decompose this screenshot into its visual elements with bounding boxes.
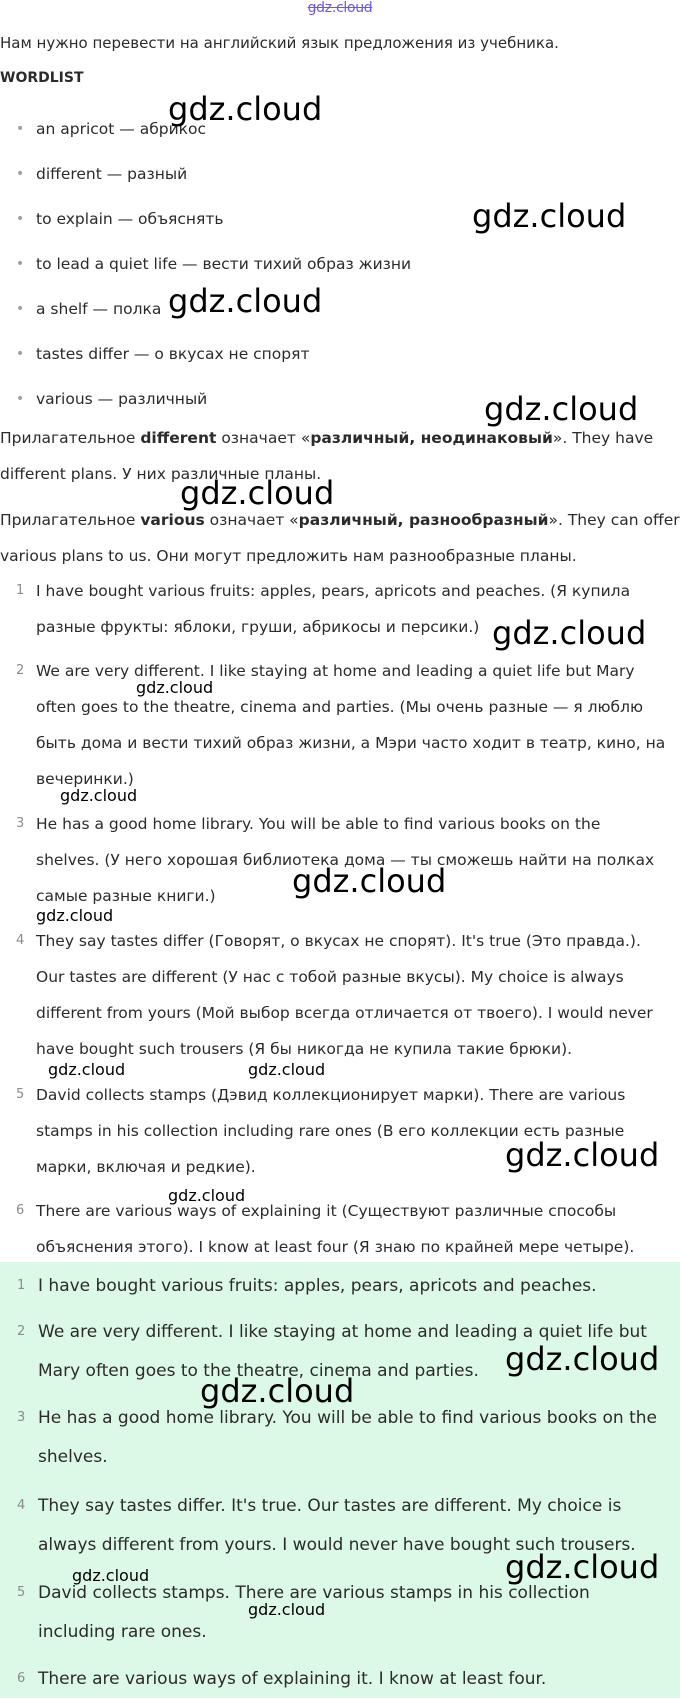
answer-line: We are very different. I like staying at home and leading a quiet life but [38, 1322, 647, 1342]
bullet-icon: • [16, 166, 25, 182]
watermark: gdz.cloud [168, 90, 323, 128]
explanation-line: David collects stamps (Дэвид коллекционирует марки). There are various [36, 1086, 626, 1104]
explanation-line: stamps in his collection including rare ones (В его коллекции есть разные [36, 1122, 625, 1140]
answer-line: I have bought various fruits: apples, pears, apricots and peaches. [38, 1276, 597, 1296]
answer-line: David collects stamps. There are various stamps in his collection [38, 1583, 590, 1603]
bullet-icon: • [16, 256, 25, 272]
answer-line: including rare ones. [38, 1622, 207, 1642]
item-number: 3 [16, 816, 25, 831]
explanation-line: There are various ways of explaining it (Существуют различные способы [36, 1202, 617, 1220]
explanation-line: Our tastes are different (У нас с тобой разные вкусы). My choice is always [36, 968, 624, 986]
explanation-line: different from yours (Мой выбор всегда отличается от твоего). I would never [36, 1004, 653, 1022]
item-number: 4 [16, 933, 25, 948]
watermark: gdz.cloud [248, 1600, 326, 1619]
explanation-line: быть дома и вести тихий образ жизни, а Мэри часто ходит в театр, кино, на [36, 734, 666, 752]
item-number: 3 [17, 1410, 26, 1425]
solution-page: gdz.cloud Нам нужно перевести на английский язык предложения из учебника. WORDLIST • an apricot — абрикос • different — разный • to explain — объяснять • to lead a quiet life — вести тихий образ жизни • a shelf — полка • tastes differ — о вкусах не спорят • various — различный Прилагательное different означает «различный, неодинаковый». They have different plans. У них различные планы. Прилагательное various означает «различный, разнообразный». They can offer various plans to us. Они могут предложить нам разнообразные планы. 1 I have bought various fruits: apples, pears, apricots and peaches. (Я купила разные фрукты: яблоки, груши, абрикосы и персики.) 2 We are very different. I like staying at home and leading a quiet life but Mary often goes to the theatre, cinema and parties. (Мы очень разные — я люблю быть дома и вести тихий образ жизни, а Мэри часто ходит в театр, кино, на вечеринки.) 3 He has a good home library. You will be able to find various books on the shelves. (У него хорошая библиотека дома — ты сможешь найти на полках самые разные книги.) 4 They say tastes differ (Говорят, о вкусах не спорят). It's true (Это правда.). Our tastes are different (У нас с тобой разные вкусы). My choice is always different from yours (Мой выбор всегда отличается от твоего). I would never have bought such trousers (Я бы никогда не купила такие брюки). 5 David collects stamps (Дэвид коллекционирует марки). There are various stamps in his collection including rare ones (В его коллекции есть разные марки, включая и редкие). 6 There are various ways of explaining it (Существуют различные способы объяснения этого). I know at least four (Я знаю по крайней мере четыре). 1 I have bought various fruits: apples, pears, apricots and peaches. 2 We are very different. I like staying at home and leading a quiet life but Mary often goes to the theatre, cinema and parties. 3 He has a good home library. You will be able to find various books on the shelves. 4 They say tastes differ. It's true. Our tastes are different. My choice is always different from yours. I would never have bought such trousers. 5 David collects stamps. There are various stamps in his collection including rare ones. 6 There are various ways of explaining it. I know at least four. gdz.cloud gdz.cloud gdz.cloud gdz.cloud gdz.cloud gdz.cloud gdz.cloud gdz.cloud gdz.cloud gdz.cloud gdz.cloud gdz.cloud gdz.cloud gdz.cloud gdz.cloud gdz.cloud gdz.cloud gdz.cloud gdz.cloud [0, 0, 680, 1698]
explanation-line: вечеринки.) [36, 770, 134, 788]
watermark: gdz.cloud [505, 1548, 660, 1586]
watermark: gdz.cloud [484, 390, 639, 428]
watermark: gdz.cloud [505, 1340, 660, 1378]
item-number: 5 [17, 1585, 26, 1600]
note-various-line1: Прилагательное various означает «различный, разнообразный». They can offer [0, 511, 680, 529]
watermark: gdz.cloud [200, 1372, 355, 1410]
answer-line: There are various ways of explaining it. I know at least four. [38, 1669, 547, 1689]
note-various [0, 502, 680, 574]
item-number: 2 [16, 663, 25, 678]
item-number: 1 [17, 1278, 26, 1293]
intro-text: Нам нужно перевести на английский язык предложения из учебника. [0, 34, 559, 52]
item-number: 6 [16, 1203, 25, 1218]
watermark: gdz.cloud [136, 678, 214, 697]
item-number: 2 [17, 1324, 26, 1339]
site-mark[interactable]: gdz.cloud [307, 0, 373, 16]
answer-line: He has a good home library. You will be able to find various books on the [38, 1408, 657, 1428]
explanation-line: He has a good home library. You will be able to find various books on the [36, 815, 601, 833]
bullet-icon: • [16, 346, 25, 362]
item-number: 6 [17, 1671, 26, 1686]
item-number: 1 [16, 583, 25, 598]
explanation-line: объяснения этого). I know at least four (Я знаю по крайней мере четыре). [36, 1238, 635, 1256]
answer-line: They say tastes differ. It's true. Our tastes are different. My choice is [38, 1496, 622, 1516]
explanation-line: самые разные книги.) [36, 887, 216, 905]
explanation-line: They say tastes differ (Говорят, о вкусах не спорят). It's true (Это правда.). [36, 932, 641, 950]
answer-box [0, 1262, 680, 1698]
bullet-icon: • [16, 211, 25, 227]
wordlist-title: WORDLIST [0, 70, 84, 86]
watermark: gdz.cloud [492, 614, 647, 652]
watermark: gdz.cloud [248, 1060, 326, 1079]
watermark: gdz.cloud [505, 1136, 660, 1174]
explanation-line: I have bought various fruits: apples, pears, apricots and peaches. (Я купила [36, 582, 631, 600]
watermark: gdz.cloud [168, 1186, 246, 1205]
note-different-line2: different plans. У них различные планы. [0, 465, 322, 483]
answer-line: Mary often goes to the theatre, cinema and parties. [38, 1361, 479, 1381]
watermark: gdz.cloud [180, 474, 335, 512]
watermark: gdz.cloud [72, 1566, 150, 1585]
answer-line: shelves. [38, 1447, 108, 1467]
explanation-line: разные фрукты: яблоки, груши, абрикосы и персики.) [36, 618, 480, 636]
note-different [0, 420, 680, 492]
explanation-line: often goes to the theatre, cinema and parties. (Мы очень разные — я люблю [36, 698, 644, 716]
explanation-line: марки, включая и редкие). [36, 1158, 256, 1176]
note-different-line1: Прилагательное different означает «различный, неодинаковый». They have [0, 429, 654, 447]
watermark: gdz.cloud [36, 906, 114, 925]
watermark: gdz.cloud [292, 862, 447, 900]
explanation-line: have bought such trousers (Я бы никогда не купила такие брюки). [36, 1040, 573, 1058]
watermark: gdz.cloud [48, 1060, 126, 1079]
watermark: gdz.cloud [472, 197, 627, 235]
answer-line: always different from yours. I would never have bought such trousers. [38, 1535, 636, 1555]
explanation-line: We are very different. I like staying at home and leading a quiet life but Mary [36, 662, 635, 680]
explanation-line: shelves. (У него хорошая библиотека дома — ты сможешь найти на полках [36, 851, 655, 869]
item-number: 4 [17, 1498, 26, 1513]
bullet-icon: • [16, 301, 25, 317]
watermark: gdz.cloud [60, 786, 138, 805]
bullet-icon: • [16, 391, 25, 407]
bullet-icon: • [16, 121, 25, 137]
note-various-line2: various plans to us. Они могут предложить нам разнообразные планы. [0, 547, 577, 565]
watermark: gdz.cloud [168, 282, 323, 320]
item-number: 5 [16, 1087, 25, 1102]
